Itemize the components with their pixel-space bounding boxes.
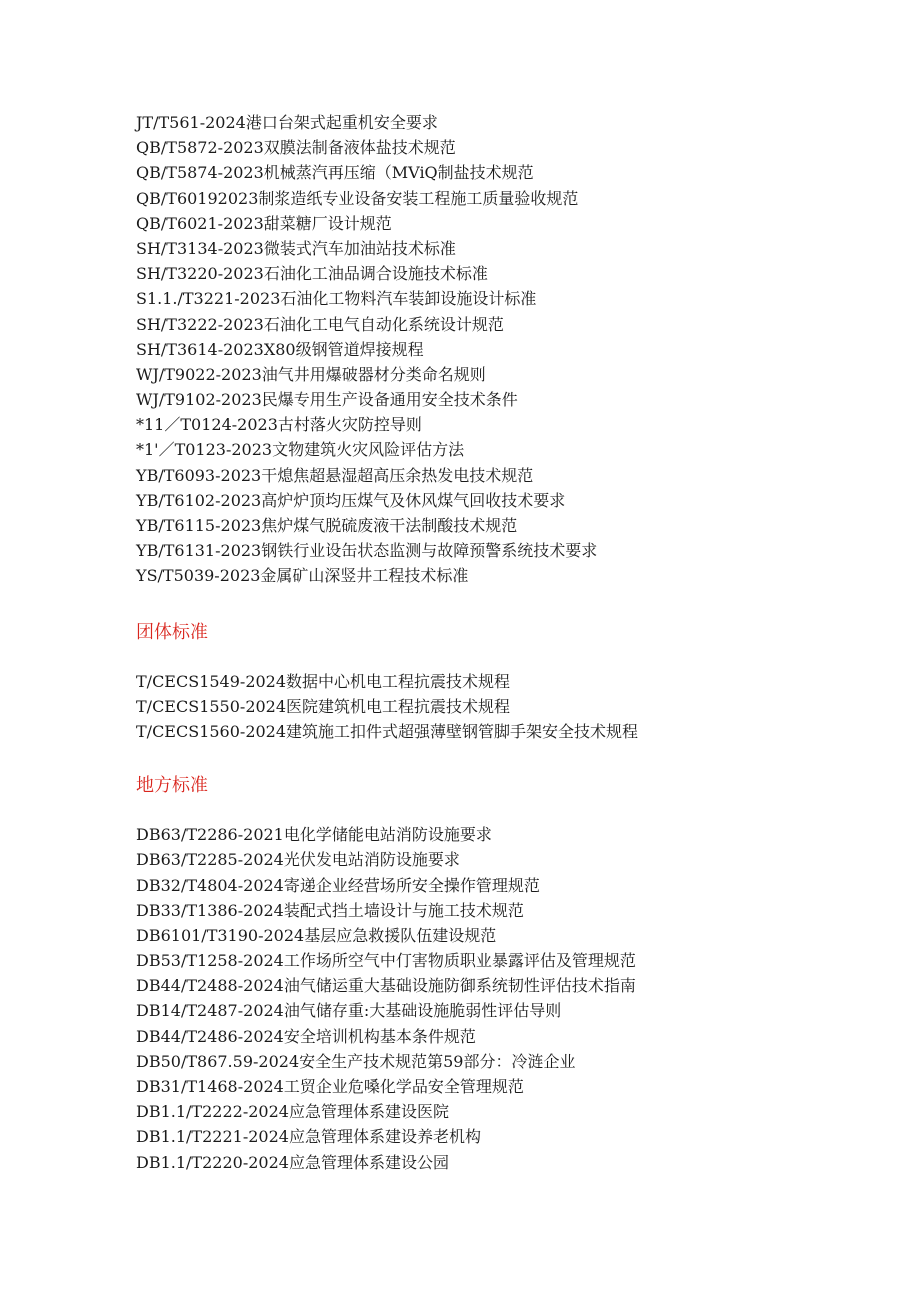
list-item: JT/T561-2024港口台架式起重机安全要求 bbox=[136, 113, 438, 132]
list-item: T/CECS1550-2024医院建筑机电工程抗震技术规程 bbox=[136, 696, 511, 716]
list-item: YB/T6131-2023钢铁行业设缶状态监测与故障预警系统技术要求 bbox=[136, 541, 598, 561]
list-item: WJ/T9022-2023油气井用爆破器材分类命名规则 bbox=[136, 364, 486, 384]
list-item: DB1.1/T2221-2024应急管理体系建设养老机构 bbox=[136, 1127, 481, 1147]
list-item: YB/T6115-2023焦炉煤气脱硫废液干法制酸技术规范 bbox=[136, 516, 518, 535]
list-item: SH/T3220-2023石油化工油品调合设施技术标准 bbox=[136, 264, 488, 284]
list-item: QB/T5872-2023双膜法制备液体盐技术规范 bbox=[136, 138, 456, 158]
list-item: QB/T5874-2023机械蒸汽再压缩（MViQ制盐技术规范 bbox=[136, 163, 534, 183]
list-item: SH/T3134-2023微装式汽车加油站技术标准 bbox=[136, 238, 456, 258]
list-item: DB44/T2488-2024油气储运重大基础设施防御系统韧性评估技术指南 bbox=[136, 976, 636, 996]
list-item: DB6101/T3190-2024基层应急救援队伍建设规范 bbox=[136, 925, 497, 945]
list-item: DB14/T2487-2024油气储存重:大基础设施脆弱性评估导则 bbox=[136, 1001, 562, 1021]
document-page bbox=[136, 110, 896, 1175]
list-item: SH/T3222-2023石油化工电气自动化系统设计规范 bbox=[136, 314, 504, 334]
list-item: DB50/T867.59-2024安全生产技术规范第59部分：冷涟企业 bbox=[136, 1051, 576, 1071]
group-standards-list bbox=[136, 669, 896, 745]
list-item: YB/T6102-2023高炉炉顶均压煤气及休风煤气回收技术要求 bbox=[136, 490, 566, 510]
list-item: DB44/T2486-2024安全培训机构基本条件规范 bbox=[136, 1026, 476, 1046]
list-item: YS/T5039-2023金属矿山深竖井工程技术标准 bbox=[136, 566, 469, 586]
list-item: QB/T6021-2023甜菜糖厂设计规范 bbox=[136, 213, 392, 233]
list-item: QB/T60192023制浆造纸专业设备安装工程施工质量验收规范 bbox=[136, 188, 579, 208]
list-item: DB1.1/T2222-2024应急管理体系建设医院 bbox=[136, 1102, 449, 1122]
list-item: DB1.1/T2220-2024应急管理体系建设公园 bbox=[136, 1152, 449, 1172]
list-item: SH/T3614-2023X80级钢管道焊接规程 bbox=[136, 339, 424, 359]
list-item: T/CECS1560-2024建筑施工扣件式超强薄壁钢管脚手架安全技术规程 bbox=[136, 721, 639, 741]
list-item: DB63/T2286-2021电化学储能电站消防设施要求 bbox=[136, 825, 492, 845]
list-item: T/CECS1549-2024数据中心机电工程抗震技术规程 bbox=[136, 671, 511, 691]
local-standards-heading: 地方标准 bbox=[136, 775, 208, 797]
list-item: YB/T6093-2023干熄焦超悬湿超高压余热发电技术规范 bbox=[136, 465, 534, 485]
list-item: S1.1./T3221-2023石油化工物料汽车装卸设施设计标准 bbox=[136, 289, 537, 309]
industry-standards-list bbox=[136, 110, 896, 589]
list-item: WJ/T9102-2023民爆专用生产设备通用安全技术条件 bbox=[136, 390, 518, 410]
list-item: *1'／T0123-2023文物建筑火灾风险评估方法 bbox=[136, 440, 465, 460]
list-item: DB31/T1468-2024工贸企业危嗓化学品安全管理规范 bbox=[136, 1077, 524, 1096]
local-standards-list bbox=[136, 822, 896, 1175]
list-item: DB53/T1258-2024工作场所空气中仃害物质职业暴露评估及管理规范 bbox=[136, 951, 636, 971]
list-item: *11／T0124-2023古村落火灾防控导则 bbox=[136, 415, 422, 435]
list-item: DB32/T4804-2024寄递企业经营场所安全操作管理规范 bbox=[136, 875, 540, 895]
group-standards-heading: 团体标准 bbox=[136, 621, 208, 643]
list-item: DB63/T2285-2024光伏发电站消防设施要求 bbox=[136, 850, 460, 870]
list-item: DB33/T1386-2024装配式挡土墙设计与施工技术规范 bbox=[136, 900, 524, 920]
